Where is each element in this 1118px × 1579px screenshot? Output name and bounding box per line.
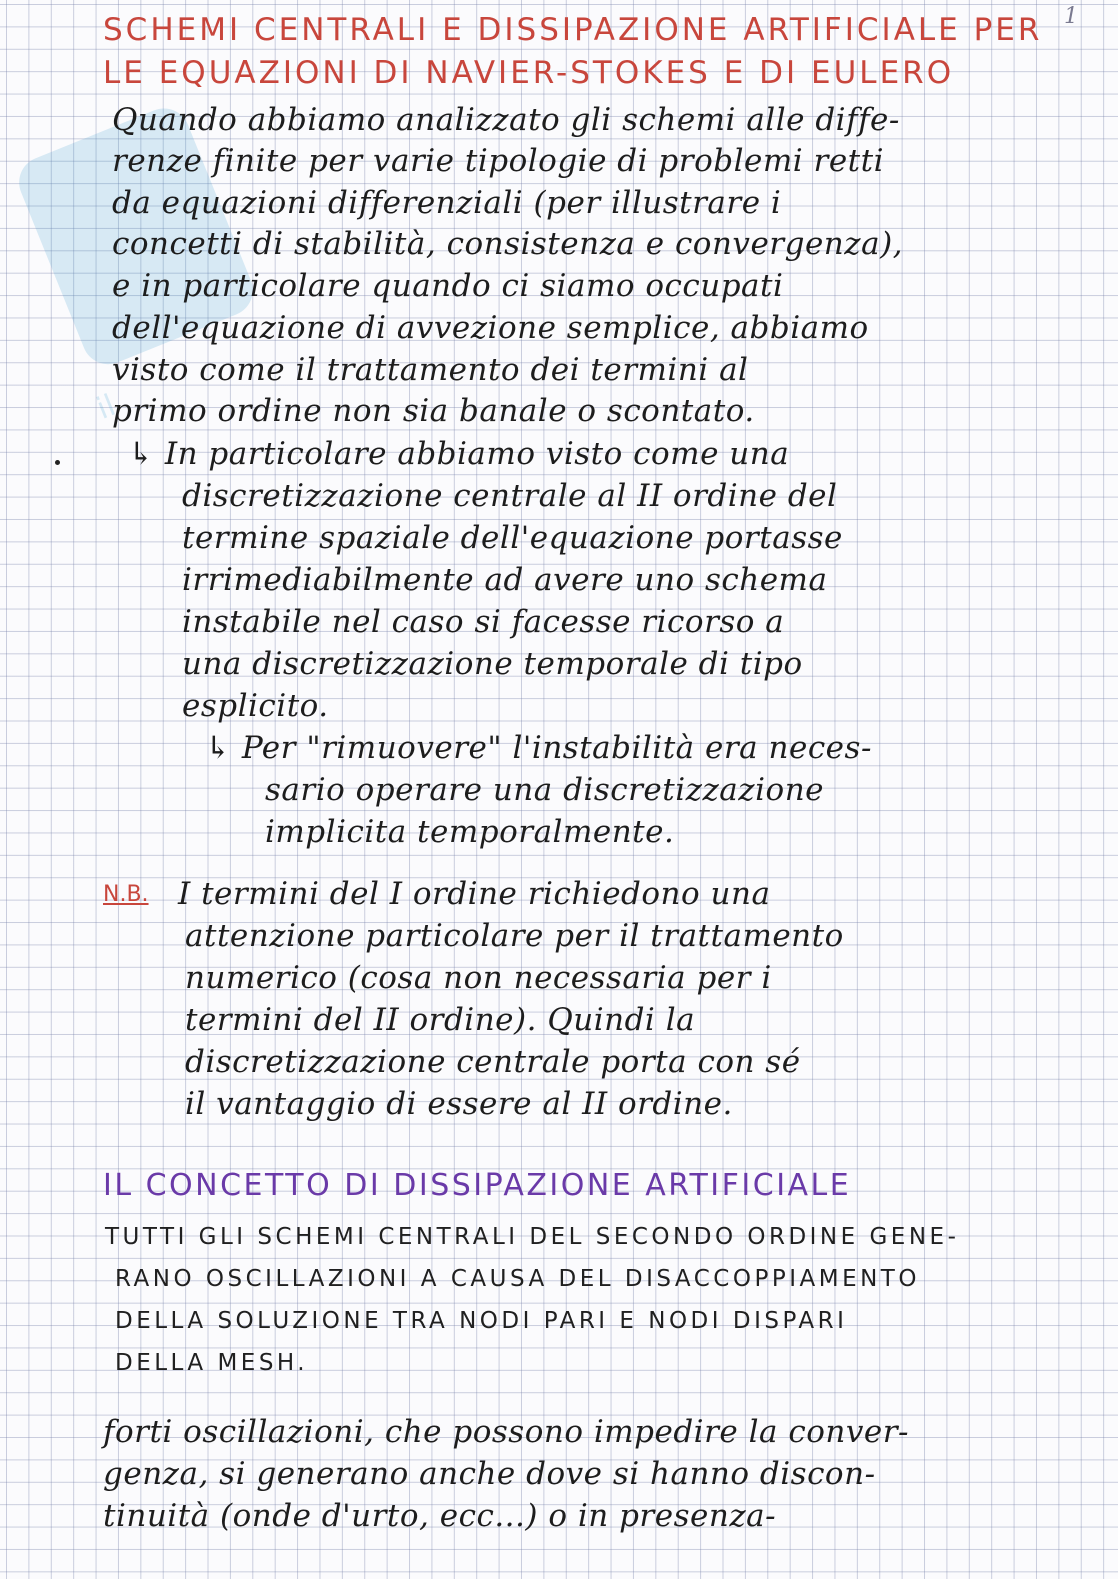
nb-line-1: I termini del I ordine richiedono una [178, 876, 771, 912]
paragraph1-line-6: dell'equazione di avvezione semplice, abbiamo [112, 310, 869, 346]
bullet2-line-2: sario operare una discretizzazione [265, 772, 825, 808]
section-heading: IL CONCETTO DI DISSIPAZIONE ARTIFICIALE [103, 1168, 852, 1203]
nb-line-6: il vantaggio di essere al II ordine. [185, 1086, 733, 1122]
paragraph1-line-4: concetti di stabilità, consistenza e convergenza), [112, 226, 904, 262]
paragraph-last-line-2: genza, si generano anche dove si hanno discon- [103, 1456, 876, 1492]
margin-dot [55, 460, 60, 465]
paragraph1-line-2: renze finite per varie tipologie di problemi retti [112, 143, 884, 179]
nb-line-2: attenzione particolare per il trattamento [185, 918, 844, 954]
bullet1-line-2: discretizzazione centrale al II ordine del [182, 478, 838, 514]
caps-line-3: DELLA SOLUZIONE TRA NODI PARI E NODI DISPARI [115, 1308, 848, 1334]
paragraph1-line-3: da equazioni differenziali (per illustrare i [112, 185, 782, 221]
caps-line-1: TUTTI GLI SCHEMI CENTRALI DEL SECONDO ORDINE GENE- [105, 1224, 960, 1250]
bullet1-line-1: ↳ In particolare abbiamo visto come una [128, 436, 790, 472]
title-line-2: LE EQUAZIONI DI NAVIER-STOKES E DI EULERO [103, 55, 955, 91]
bullet1-line-4: irrimediabilmente ad avere uno schema [182, 562, 828, 598]
paragraph-last-line-3: tinuità (onde d'urto, ecc...) o in presenza- [103, 1498, 777, 1534]
bullet1-line-7: esplicito. [182, 688, 329, 724]
bullet1-line-3: termine spaziale dell'equazione portasse [182, 520, 843, 556]
title-line-1: SCHEMI CENTRALI E DISSIPAZIONE ARTIFICIALE PER [103, 12, 1043, 48]
nb-line-3: numerico (cosa non necessaria per i [185, 960, 772, 996]
bullet1-line-6: una discretizzazione temporale di tipo [182, 646, 803, 682]
bullet1-line-5: instabile nel caso si facesse ricorso a [182, 604, 785, 640]
paragraph-last-line-1: forti oscillazioni, che possono impedire la conver- [103, 1414, 910, 1450]
paragraph1-line-5: e in particolare quando ci siamo occupati [112, 268, 784, 304]
watermark-text: il [91, 388, 121, 427]
bullet2-line-1: ↳ Per "rimuovere" l'instabilità era neces- [205, 730, 872, 766]
paragraph1-line-1: Quando abbiamo analizzato gli schemi alle diffe- [112, 102, 900, 138]
bullet2-line-3: implicita temporalmente. [265, 814, 675, 850]
paragraph1-line-7: visto come il trattamento dei termini al [112, 352, 749, 388]
page-number: 1 [1064, 4, 1078, 29]
nb-line-5: discretizzazione centrale porta con sé [185, 1044, 801, 1080]
nb-label: N.B. [103, 882, 149, 907]
caps-line-2: RANO OSCILLAZIONI A CAUSA DEL DISACCOPPIAMENTO [115, 1266, 920, 1292]
caps-line-4: DELLA MESH. [115, 1350, 309, 1376]
paragraph1-line-8: primo ordine non sia banale o scontato. [112, 393, 755, 429]
nb-line-4: termini del II ordine). Quindi la [185, 1002, 696, 1038]
